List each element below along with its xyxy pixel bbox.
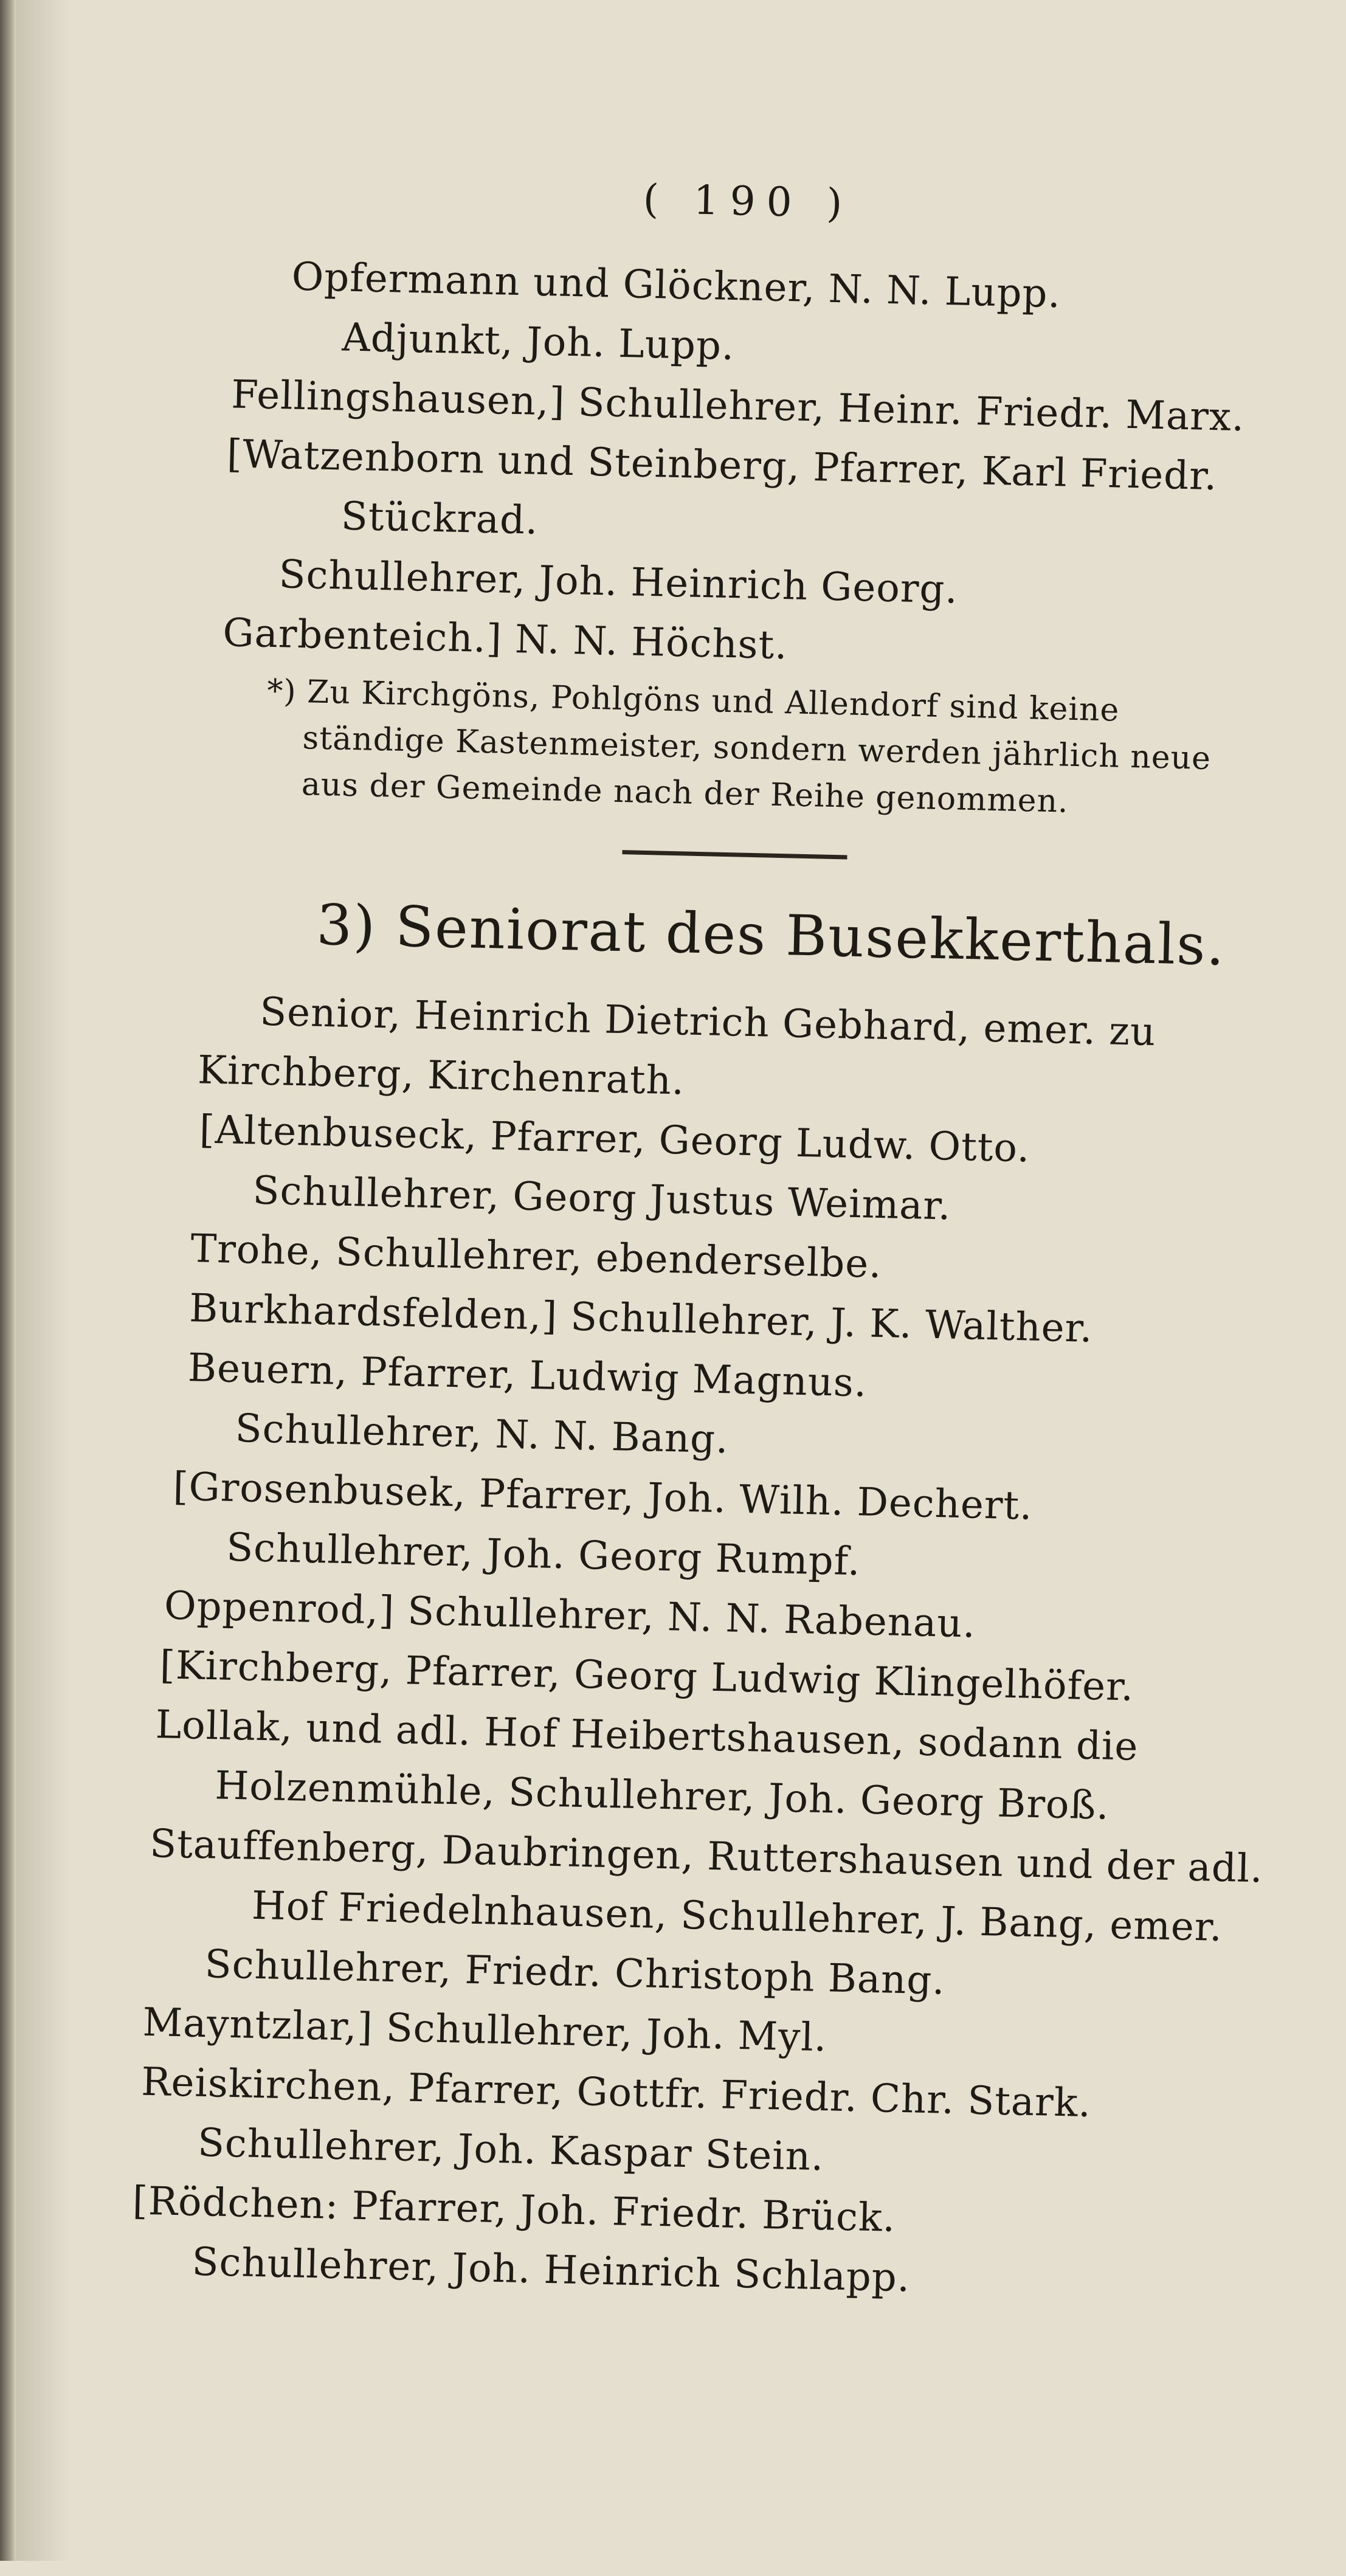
text-line: Stauffenberg, Daubringen, Ruttershausen und der adl. <box>149 1821 1264 1892</box>
text-line: [Kirchberg, Pfarrer, Georg Ludwig Klingelhöfer. <box>159 1643 1134 1710</box>
text-line: Mayntzlar,] Schullehrer, Joh. Myl. <box>142 2000 828 2061</box>
page-number: ( 190 ) <box>643 175 854 227</box>
footnote-line: ständige Kastenmeister, sondern werden jährlich neue <box>302 720 1212 778</box>
text-line: Schullehrer, Joh. Heinrich Georg. <box>278 552 959 613</box>
text-line: Beuern, Pfarrer, Ludwig Magnus. <box>187 1345 868 1406</box>
footnote-line: *) Zu Kirchgöns, Pohlgöns und Allendorf sind keine <box>266 672 1120 729</box>
text-line: Schullehrer, Friedr. Christoph Bang. <box>204 1942 946 2004</box>
text-line: Hof Friedelnhausen, Schullehrer, J. Bang, emer. <box>251 1883 1223 1950</box>
text-line: Stückrad. <box>340 494 539 544</box>
text-line: Kirchberg, Kirchenrath. <box>197 1048 685 1104</box>
text-line: Holzenmühle, Schullehrer, Joh. Georg Broß. <box>214 1763 1110 1829</box>
text-line: Schullehrer, Joh. Kaspar Stein. <box>197 2120 825 2180</box>
text-line: Reiskirchen, Pfarrer, Gottfr. Friedr. Chr. Stark. <box>140 2059 1092 2127</box>
text-line: [Altenbuseck, Pfarrer, Georg Ludw. Otto. <box>199 1107 1031 1172</box>
text-line: Opfermann und Glöckner, N. N. Lupp. <box>291 254 1061 317</box>
text-line: Lollak, und adl. Hof Heibertshausen, sodann die <box>154 1702 1139 1770</box>
section-heading: 3) Seniorat des Busekkerthals. <box>316 892 1226 978</box>
text-line: Senior, Heinrich Dietrich Gebhard, emer. zu <box>259 989 1156 1055</box>
text-line: Burkhardsfelden,] Schullehrer, J. K. Walther. <box>188 1286 1094 1352</box>
text-line: [Grosenbusek, Pfarrer, Joh. Wilh. Dechert. <box>172 1464 1034 1529</box>
text-line: Oppenrod,] Schullehrer, N. N. Rabenau. <box>164 1583 976 1647</box>
text-line: Schullehrer, N. N. Bang. <box>235 1406 730 1463</box>
text-line: Schullehrer, Joh. Heinrich Schlapp. <box>191 2239 911 2301</box>
text-line: Garbenteich.] N. N. Höchst. <box>222 610 789 669</box>
text-line: Schullehrer, Georg Justus Weimar. <box>252 1168 952 1229</box>
footnote-line: aus der Gemeinde nach der Reihe genommen. <box>301 766 1069 820</box>
section-divider <box>622 850 847 859</box>
text-line: [Watzenborn und Steinberg, Pfarrer, Karl Friedr. <box>226 432 1218 500</box>
text-line: Schullehrer, Joh. Georg Rumpf. <box>226 1525 861 1585</box>
text-line: Trohe, Schullehrer, ebenderselbe. <box>190 1226 883 1287</box>
text-line: [Rödchen: Pfarrer, Joh. Friedr. Brück. <box>132 2178 896 2241</box>
text-line: Adjunkt, Joh. Lupp. <box>341 315 736 370</box>
text-line: Fellingshausen,] Schullehrer, Heinr. Friedr. Marx. <box>230 372 1246 441</box>
